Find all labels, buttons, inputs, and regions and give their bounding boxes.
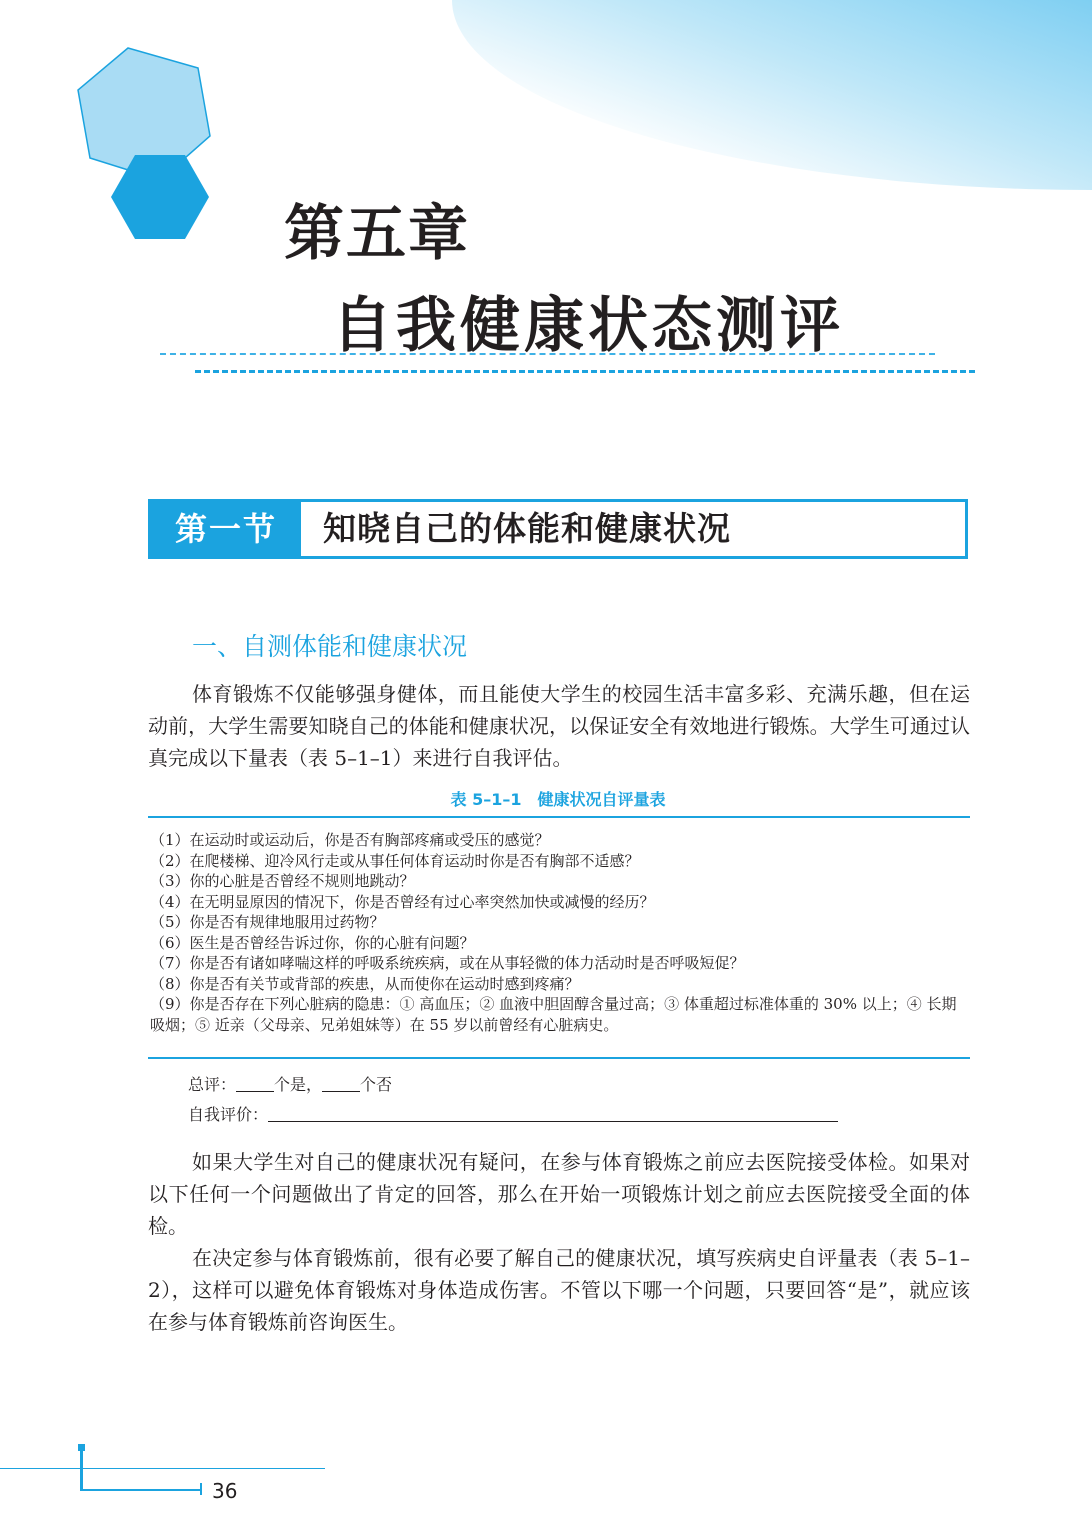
chapter-title: 自我健康状态测评 [332, 291, 844, 361]
table-rule-top [148, 816, 970, 818]
footer-tick [200, 1483, 202, 1495]
header-gradient [452, 0, 1092, 190]
table-rule-bottom [148, 1057, 970, 1059]
list-item: （8）你是否有关节或背部的疾患，从而使你在运动时感到疼痛？ [150, 974, 580, 993]
list-item: （7）你是否有诸如哮喘这样的呼吸系统疾病，或在从事轻微的体力活动时是否呼吸短促？ [150, 954, 745, 972]
no-count-blank[interactable] [322, 1091, 360, 1092]
page-number: 36 [212, 1479, 238, 1503]
yes-count-blank[interactable] [236, 1091, 274, 1092]
footer-bracket [80, 1446, 83, 1490]
subheading: 一、自测体能和健康状况 [192, 632, 468, 661]
table-caption: 表 5–1–1 健康状况自评量表 [450, 790, 666, 809]
no-suffix: 个否 [360, 1075, 393, 1094]
total-score-line [188, 1072, 392, 1095]
body-paragraph: 体育锻炼不仅能够强身健体，而且能使大学生的校园生活丰富多彩、充满乐趣，但在运动前，大学生需要知晓自己的体能和健康状况，以保证安全有效地进行锻炼。大学生可通过认真完成以下量表（表 5–1–1）来进行自我评估。 [148, 682, 970, 770]
body-paragraph: 如果大学生对自己的健康状况有疑问，在参与体育锻炼之前应去医院接受体检。如果对以下任何一个问题做出了肯定的回答，那么在开始一项锻炼计划之前应去医院接受全面的体检。 [148, 1150, 970, 1238]
footer-base-rule [80, 1489, 202, 1491]
dashed-divider [195, 370, 975, 373]
list-item: （5）你是否有规律地服用过药物？ [150, 913, 385, 931]
body-paragraph: 在决定参与体育锻炼前，很有必要了解自己的健康状况，填写疾病史自评量表（表 5–1–2），这样可以避免体育锻炼对身体造成伤害。不管以下哪一个问题，只要回答“是”，就应该在参与体育锻炼前咨询医生。 [148, 1246, 970, 1334]
list-item: （2）在爬楼梯、迎冷风行走或从事任何体育运动时你是否有胸部不适感？ [150, 851, 640, 870]
list-item: （1）在运动时或运动后，你是否有胸部疼痛或受压的感觉？ [150, 831, 550, 849]
chapter-number: 第五章 [284, 199, 470, 269]
hexagon-decoration-small [110, 154, 210, 240]
section-header [148, 499, 968, 559]
questionnaire-list [150, 830, 968, 1035]
list-item: （6）医生是否曾经告诉过你，你的心脏有问题？ [150, 933, 475, 952]
self-evaluation-line [188, 1102, 838, 1125]
list-item: （3）你的心脏是否曾经不规则地跳动？ [150, 872, 415, 890]
footer-dot [78, 1444, 85, 1451]
list-item: （4）在无明显原因的情况下，你是否曾经有过心率突然加快或减慢的经历？ [150, 892, 655, 911]
yes-suffix: 个是， [274, 1075, 323, 1094]
self-eval-label: 自我评价： [188, 1105, 269, 1124]
list-item: （9）你是否存在下列心脏病的隐患：① 高血压；② 血液中胆固醇含量过高；③ 体重超过标准体重的 30% 以上；④ 长期吸烟；⑤ 近亲（父母亲、兄弟姐妹等）在 55 岁以前曾经有心脏病史。 [150, 995, 957, 1034]
self-eval-blank[interactable] [268, 1121, 838, 1122]
dashed-divider [160, 353, 935, 355]
total-label: 总评： [188, 1075, 237, 1094]
section-title: 知晓自己的体能和健康状况 [323, 509, 731, 548]
footer-rule [0, 1468, 325, 1469]
section-number: 第一节 [151, 502, 301, 556]
